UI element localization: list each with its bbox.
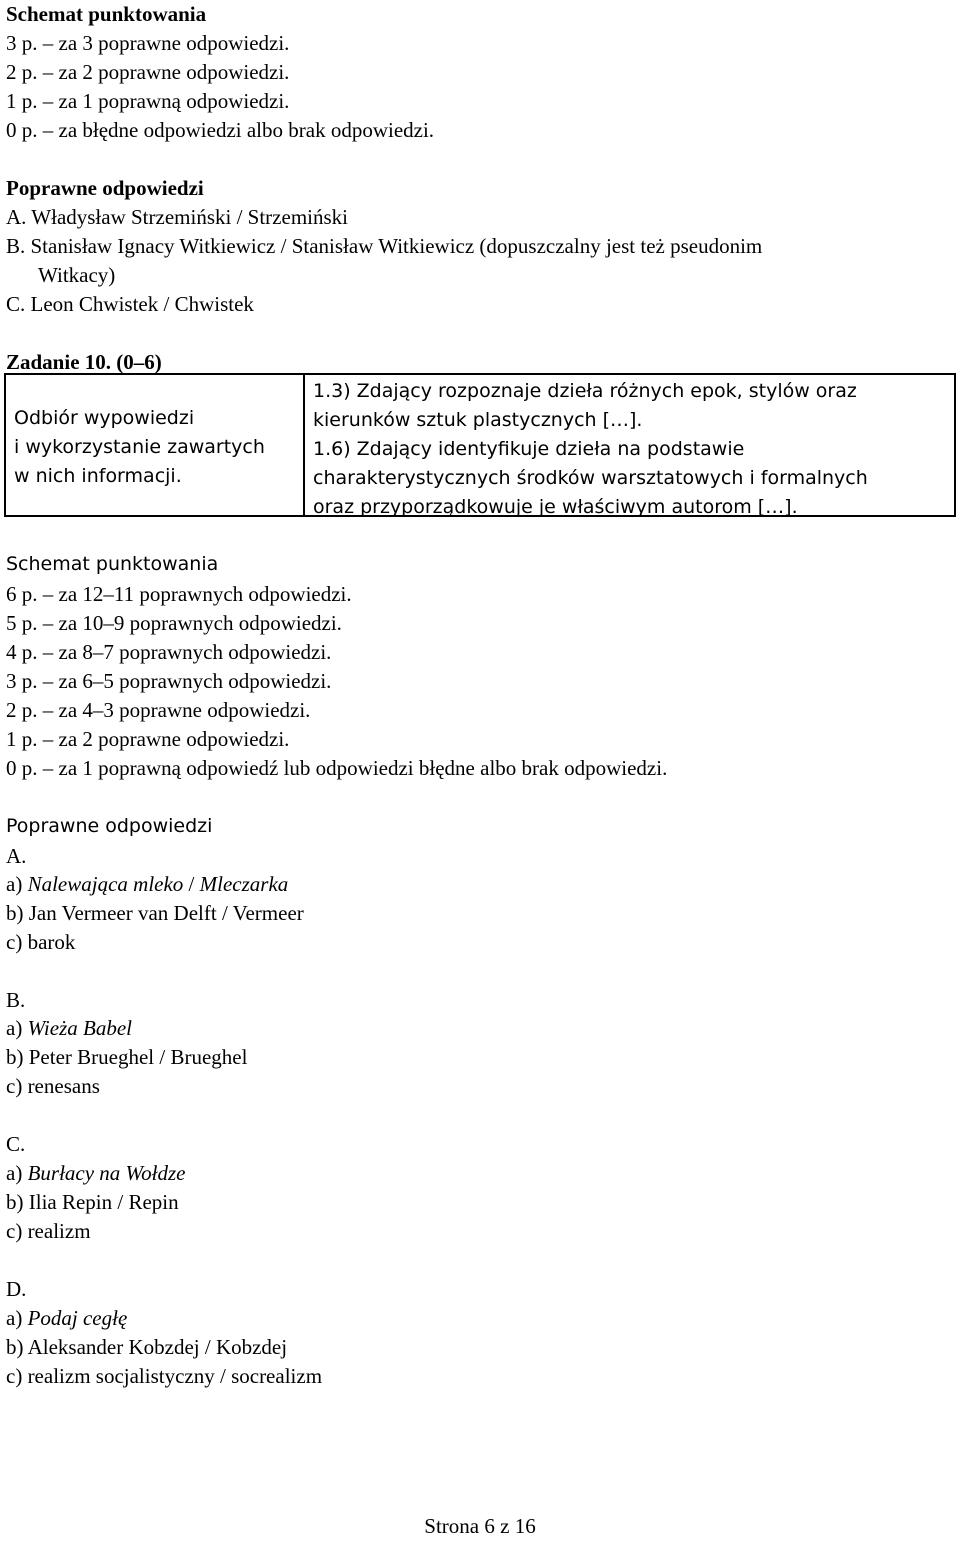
scoring-title: Schemat punktowania	[6, 553, 219, 575]
artwork-title-alt: Mleczarka	[199, 872, 289, 896]
scoring-item: 1 p. – za 1 poprawną odpowiedzi.	[6, 89, 290, 113]
requirement-detail: charakterystycznych środków warsztatowych i formalnych	[313, 467, 868, 489]
requirement-detail: kierunków sztuk plastycznych […].	[313, 409, 643, 431]
requirements-table	[4, 373, 956, 517]
scoring-item: 3 p. – za 3 poprawne odpowiedzi.	[6, 31, 290, 55]
answer-author: b) Ilia Repin / Repin	[6, 1190, 179, 1214]
requirement-detail: oraz przyporządkowuje je właściwym autorom […].	[313, 496, 798, 518]
scoring-item: 1 p. – za 2 poprawne odpowiedzi.	[6, 727, 290, 751]
answer-a: A. Władysław Strzemiński / Strzemiński	[6, 205, 348, 229]
answer-prefix: a)	[6, 1306, 28, 1330]
answer-author: b) Aleksander Kobzdej / Kobzdej	[6, 1335, 288, 1359]
scoring-item: 6 p. – za 12–11 poprawnych odpowiedzi.	[6, 582, 352, 606]
answer-title-line	[6, 1159, 185, 1188]
answer-style: c) renesans	[6, 1074, 100, 1098]
scoring-title: Schemat punktowania	[6, 2, 207, 26]
answer-author: b) Jan Vermeer van Delft / Vermeer	[6, 901, 304, 925]
answer-title-line	[6, 1014, 132, 1043]
answer-style: c) realizm socjalistyczny / socrealizm	[6, 1364, 323, 1388]
answer-prefix: a)	[6, 1161, 28, 1185]
scoring-item: 3 p. – za 6–5 poprawnych odpowiedzi.	[6, 669, 332, 693]
requirement-area: w nich informacji.	[14, 465, 182, 487]
answer-style: c) barok	[6, 930, 76, 954]
answers-title: Poprawne odpowiedzi	[6, 176, 204, 200]
scoring-item: 2 p. – za 4–3 poprawne odpowiedzi.	[6, 698, 311, 722]
answer-author: b) Peter Brueghel / Brueghel	[6, 1045, 248, 1069]
answer-b: B. Stanisław Ignacy Witkiewicz / Stanisław Witkiewicz (dopuszczalny jest też pseudonim	[6, 234, 763, 258]
scoring-item: 0 p. – za błędne odpowiedzi albo brak odpowiedzi.	[6, 118, 435, 142]
answer-title-line	[6, 870, 288, 899]
answer-group-letter: B.	[6, 988, 26, 1012]
answer-prefix: a)	[6, 872, 28, 896]
artwork-title: Nalewająca mleko	[27, 872, 184, 896]
scoring-item: 4 p. – za 8–7 poprawnych odpowiedzi.	[6, 640, 332, 664]
scoring-item: 5 p. – za 10–9 poprawnych odpowiedzi.	[6, 611, 342, 635]
answer-prefix: a)	[6, 1016, 28, 1040]
artwork-title: Burłacy na Wołdze	[27, 1161, 186, 1185]
artwork-title: Podaj cegłę	[27, 1306, 128, 1330]
answer-group-letter: D.	[6, 1277, 27, 1301]
table-divider	[303, 375, 305, 515]
answer-style: c) realizm	[6, 1219, 91, 1243]
task-title: Zadanie 10. (0–6)	[6, 350, 162, 374]
separator: /	[183, 872, 200, 896]
requirement-detail: 1.3) Zdający rozpoznaje dzieła różnych epok, stylów oraz	[313, 380, 857, 402]
requirement-detail: 1.6) Zdający identyfikuje dzieła na podstawie	[313, 438, 745, 460]
requirement-area: i wykorzystanie zawartych	[14, 436, 265, 458]
answers-title: Poprawne odpowiedzi	[6, 815, 213, 837]
requirement-area: Odbiór wypowiedzi	[14, 407, 195, 429]
answer-b-continued: Witkacy)	[38, 263, 116, 287]
answer-title-line	[6, 1304, 127, 1333]
artwork-title: Wieża Babel	[27, 1016, 132, 1040]
answer-c: C. Leon Chwistek / Chwistek	[6, 292, 254, 316]
scoring-item: 0 p. – za 1 poprawną odpowiedź lub odpowiedzi błędne albo brak odpowiedzi.	[6, 756, 668, 780]
answer-group-letter: C.	[6, 1132, 26, 1156]
page-number: Strona 6 z 16	[424, 1514, 536, 1538]
scoring-item: 2 p. – za 2 poprawne odpowiedzi.	[6, 60, 290, 84]
answer-group-letter: A.	[6, 844, 27, 868]
